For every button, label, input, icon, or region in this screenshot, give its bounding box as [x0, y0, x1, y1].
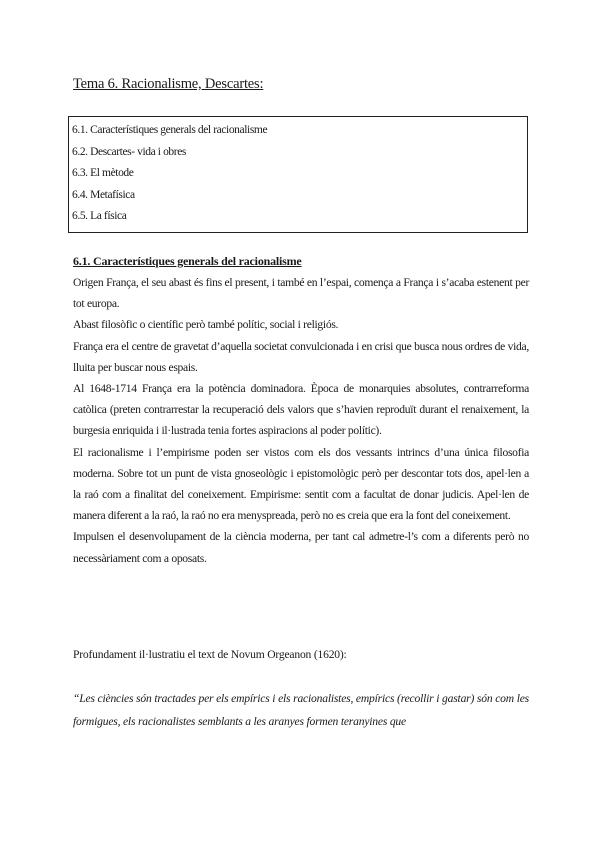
section-heading: 6.1. Característiques generals del racionalisme: [73, 254, 302, 268]
table-of-contents: [68, 116, 528, 233]
paragraph: El racionalisme i l’empirisme poden ser vistos com els dos vessants intrincs d’una única filosofia moderna. Sobre tot un punt de vista gnoseològic i epistomològic però per descontar tots dos, apel·len a la raó com a finalitat del coneixement. Empirisme: sentit com a facultat de donar judicis. Apel·len de manera diferent a la raó, la raó no era menyspreada, però no es creia que era la font del coneixement.: [73, 445, 529, 523]
paragraph: Origen França, el seu abast és fins el present, i també en l’espai, comença a França i s’acaba estenent per tot europa.: [73, 276, 529, 311]
paragraph: Abast filosòfic o científic però també polític, social i religiós.: [73, 318, 339, 332]
toc-item: 6.1. Característiques generals del racionalisme: [72, 124, 268, 136]
quote-text: “Les ciències són tractades per els empírics i els racionalistes, empírics (recollir i gastar) són com les formigues, els racionalistes semblants a les aranyes formen teranyines que: [73, 692, 529, 728]
paragraph: Al 1648-1714 França era la potència dominadora. Època de monarquies absolutes, contrarreforma catòlica (preten contrarrestar la recuperació dels valors que s’havien reproduït durant el renaixement, la burgesia enriquida i il·lustrada tenia fortes aspiracions al poder polític).: [73, 382, 529, 438]
quote-block: [73, 688, 529, 733]
quote-intro: Profundament il·lustratiu el text de Novum Orgeanon (1620):: [73, 648, 347, 661]
body-text: [73, 272, 529, 569]
toc-item: 6.5. La física: [72, 210, 127, 222]
paragraph: França era el centre de gravetat d’aquella societat convulcionada i en crisi que busca nous ordres de vida, lluita per buscar nous espais.: [73, 339, 529, 374]
toc-item: 6.4. Metafísica: [72, 188, 135, 201]
paragraph: Impulsen el desenvolupament de la ciència moderna, per tant cal admetre-l’s com a diferents però no necessàriament com a oposats.: [73, 530, 529, 565]
toc-item: 6.3. El mètode: [72, 167, 134, 179]
toc-item: 6.2. Descartes- vida i obres: [72, 145, 186, 158]
document-title: Tema 6. Racionalisme, Descartes:: [73, 76, 264, 92]
